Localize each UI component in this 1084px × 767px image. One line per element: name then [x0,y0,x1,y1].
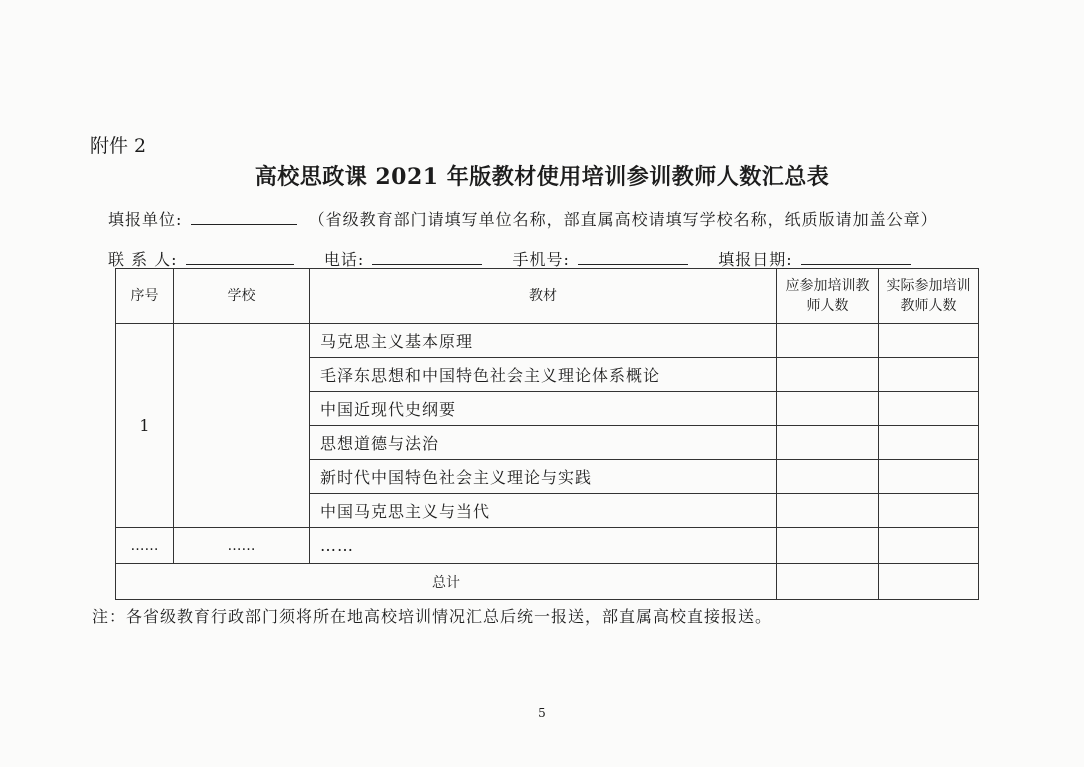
expected-count-cell[interactable] [777,528,879,564]
date-label: 填报日期: [718,250,793,269]
fill-unit-blank[interactable] [191,210,297,225]
group-index-cell[interactable] [116,324,174,528]
actual-count-cell[interactable] [879,324,979,358]
expected-count-cell[interactable] [777,460,879,494]
document-title: 高校思政课 2021 年版教材使用培训参训教师人数汇总表 [254,164,830,190]
fill-unit-instruction: （省级教育部门请填写单位名称，部直属高校请填写学校名称，纸质版请加盖公章） [308,210,938,229]
header-textbook: 教材 [310,269,777,324]
header-actual: 实际参加培训教师人数 [879,269,979,324]
expected-count-cell[interactable] [777,392,879,426]
ellipsis-textbook: …… [310,528,777,564]
date-blank[interactable] [801,250,911,265]
attachment-label: 附件 2 [90,135,147,157]
actual-count-cell[interactable] [879,358,979,392]
footnote: 注：各省级教育行政部门须将所在地高校培训情况汇总后统一报送，部直属高校直接报送。 [92,607,773,626]
contact-blank[interactable] [186,250,294,265]
actual-count-cell[interactable] [879,460,979,494]
contact-row [108,247,917,270]
summary-table [115,268,979,600]
course-cell: 思想道德与法治 [310,426,777,460]
fill-unit-label: 填报单位: [108,210,183,229]
table-header-row [116,269,979,324]
header-index: 序号 [116,269,174,324]
expected-count-cell[interactable] [777,494,879,528]
course-cell: 毛泽东思想和中国特色社会主义理论体系概论 [310,358,777,392]
expected-count-cell[interactable] [777,358,879,392]
contact-label: 联 系 人: [108,250,178,269]
header-school: 学校 [174,269,310,324]
course-cell: 马克思主义基本原理 [310,324,777,358]
page-number: 5 [538,706,546,720]
table-row [116,324,979,358]
total-label: 总计 [116,564,777,600]
actual-count-cell[interactable] [879,392,979,426]
header-expected: 应参加培训教师人数 [777,269,879,324]
course-cell: 中国近现代史纲要 [310,392,777,426]
ellipsis-school: …… [174,528,310,564]
group-index: 1 [139,416,150,435]
actual-count-cell[interactable] [879,528,979,564]
expected-count-cell[interactable] [777,426,879,460]
mobile-blank[interactable] [578,250,688,265]
mobile-label: 手机号: [512,250,570,269]
school-cell[interactable] [174,324,310,528]
phone-label: 电话: [323,250,365,269]
ellipsis-row [116,528,979,564]
actual-total-cell[interactable] [879,564,979,600]
course-cell: 中国马克思主义与当代 [310,494,777,528]
actual-count-cell[interactable] [879,426,979,460]
expected-total-cell[interactable] [777,564,879,600]
ellipsis-index: …… [116,528,174,564]
actual-count-cell[interactable] [879,494,979,528]
expected-count-cell[interactable] [777,324,879,358]
total-row [116,564,979,600]
course-cell: 新时代中国特色社会主义理论与实践 [310,460,777,494]
fill-unit-row [108,207,938,230]
phone-blank[interactable] [372,250,482,265]
